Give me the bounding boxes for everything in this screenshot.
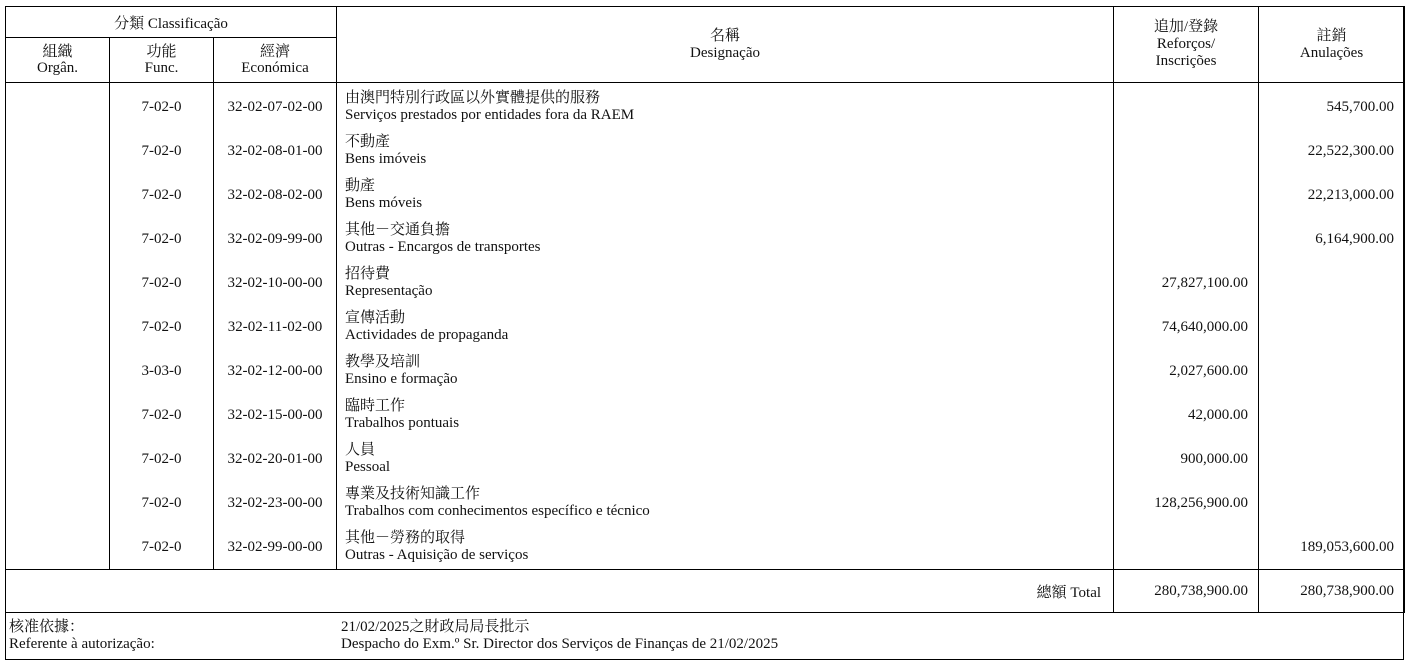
table-body bbox=[6, 83, 1405, 570]
total-row bbox=[6, 570, 1405, 613]
organ-cell bbox=[6, 525, 110, 570]
organ-cell bbox=[6, 83, 110, 130]
total-reforcos: 280,738,900.00 bbox=[1114, 570, 1259, 613]
designation-header-zh: 名稱 bbox=[710, 27, 741, 44]
reforcos-cell bbox=[1114, 83, 1259, 130]
designation-cell bbox=[337, 525, 1114, 570]
organ-cell bbox=[6, 261, 110, 305]
total-label: 總額 Total bbox=[6, 570, 1114, 613]
reforcos-cell bbox=[1114, 525, 1259, 570]
organ-cell bbox=[6, 349, 110, 393]
designation-cell bbox=[337, 173, 1114, 217]
func-cell: 7-02-0 bbox=[110, 393, 214, 437]
reforcos-cell: 42,000.00 bbox=[1114, 393, 1259, 437]
anulacoes-cell: 6,164,900.00 bbox=[1259, 217, 1405, 261]
reforcos-header bbox=[1114, 7, 1259, 83]
econ-cell: 32-02-23-00-00 bbox=[214, 481, 337, 525]
designation-cell bbox=[337, 217, 1114, 261]
table-row bbox=[6, 525, 1405, 570]
func-cell: 7-02-0 bbox=[110, 525, 214, 570]
authorization-value bbox=[341, 619, 778, 653]
reforcos-cell bbox=[1114, 173, 1259, 217]
authorization-label-zh: 核准依據： bbox=[9, 619, 85, 635]
econ-cell: 32-02-07-02-00 bbox=[214, 83, 337, 130]
designation-zh: 其他－勞務的取得 bbox=[345, 530, 466, 546]
organ-cell bbox=[6, 129, 110, 173]
designation-pt: Actividades de propaganda bbox=[345, 327, 509, 343]
designation-header bbox=[337, 7, 1114, 83]
classification-header: 分類 Classificação bbox=[6, 7, 337, 38]
func-cell: 7-02-0 bbox=[110, 481, 214, 525]
func-cell: 7-02-0 bbox=[110, 83, 214, 130]
designation-pt: Bens móveis bbox=[345, 195, 423, 211]
designation-pt: Outras - Encargos de transportes bbox=[345, 239, 541, 255]
table-row bbox=[6, 393, 1405, 437]
econ-cell: 32-02-11-02-00 bbox=[214, 305, 337, 349]
designation-cell bbox=[337, 83, 1114, 130]
designation-zh: 宣傳活動 bbox=[345, 310, 406, 326]
econ-cell: 32-02-20-01-00 bbox=[214, 437, 337, 481]
table-row bbox=[6, 173, 1405, 217]
designation-zh: 不動產 bbox=[345, 134, 391, 150]
reforcos-cell: 900,000.00 bbox=[1114, 437, 1259, 481]
reforcos-cell: 74,640,000.00 bbox=[1114, 305, 1259, 349]
reforcos-cell: 27,827,100.00 bbox=[1114, 261, 1259, 305]
anulacoes-cell bbox=[1259, 393, 1405, 437]
econ-cell: 32-02-08-01-00 bbox=[214, 129, 337, 173]
organ-header-pt: Orgân. bbox=[37, 60, 78, 76]
table-row bbox=[6, 349, 1405, 393]
anulacoes-cell bbox=[1259, 349, 1405, 393]
budget-sheet bbox=[5, 6, 1404, 660]
table-header bbox=[6, 7, 1405, 83]
anulacoes-cell: 545,700.00 bbox=[1259, 83, 1405, 130]
func-cell: 7-02-0 bbox=[110, 437, 214, 481]
anulacoes-cell bbox=[1259, 305, 1405, 349]
designation-cell bbox=[337, 393, 1114, 437]
designation-cell bbox=[337, 129, 1114, 173]
designation-pt: Pessoal bbox=[345, 459, 391, 475]
func-header bbox=[110, 38, 214, 83]
econ-cell: 32-02-15-00-00 bbox=[214, 393, 337, 437]
func-header-pt: Func. bbox=[144, 60, 179, 76]
organ-header bbox=[6, 38, 110, 83]
anulacoes-header-zh: 註銷 bbox=[1316, 27, 1347, 44]
designation-zh: 招待費 bbox=[345, 266, 391, 282]
designation-zh: 臨時工作 bbox=[345, 398, 406, 414]
organ-cell bbox=[6, 173, 110, 217]
designation-cell bbox=[337, 305, 1114, 349]
organ-header-zh: 組織 bbox=[42, 44, 73, 60]
table-row bbox=[6, 261, 1405, 305]
designation-zh: 人員 bbox=[345, 442, 376, 458]
organ-cell bbox=[6, 305, 110, 349]
func-cell: 7-02-0 bbox=[110, 217, 214, 261]
table-row bbox=[6, 129, 1405, 173]
econ-header-pt: Económica bbox=[241, 60, 309, 76]
designation-pt: Outras - Aquisição de serviços bbox=[345, 547, 529, 563]
organ-cell bbox=[6, 393, 110, 437]
authorization-value-zh: 21/02/2025之財政局局長批示 bbox=[341, 619, 530, 635]
econ-cell: 32-02-12-00-00 bbox=[214, 349, 337, 393]
reforcos-cell: 2,027,600.00 bbox=[1114, 349, 1259, 393]
authorization-label-pt: Referente à autorização: bbox=[9, 636, 155, 652]
designation-zh: 動產 bbox=[345, 178, 376, 194]
designation-pt: Ensino e formação bbox=[345, 371, 458, 387]
func-header-zh: 功能 bbox=[146, 44, 177, 60]
econ-cell: 32-02-08-02-00 bbox=[214, 173, 337, 217]
anulacoes-cell bbox=[1259, 437, 1405, 481]
table-row bbox=[6, 83, 1405, 130]
func-cell: 7-02-0 bbox=[110, 173, 214, 217]
func-cell: 3-03-0 bbox=[110, 349, 214, 393]
organ-cell bbox=[6, 217, 110, 261]
anulacoes-header bbox=[1259, 7, 1405, 83]
designation-zh: 其他－交通負擔 bbox=[345, 222, 451, 238]
anulacoes-cell bbox=[1259, 481, 1405, 525]
reforcos-header-zh: 追加/登錄 bbox=[1153, 19, 1219, 35]
designation-header-pt: Designação bbox=[690, 44, 760, 61]
func-cell: 7-02-0 bbox=[110, 129, 214, 173]
econ-header-zh: 經濟 bbox=[260, 44, 291, 60]
reforcos-cell bbox=[1114, 217, 1259, 261]
designation-pt: Trabalhos com conhecimentos específico e técnico bbox=[345, 503, 650, 519]
designation-zh: 教學及培訓 bbox=[345, 354, 421, 370]
reforcos-cell: 128,256,900.00 bbox=[1114, 481, 1259, 525]
econ-cell: 32-02-09-99-00 bbox=[214, 217, 337, 261]
total-anulacoes: 280,738,900.00 bbox=[1259, 570, 1405, 613]
designation-zh: 由澳門特別行政區以外實體提供的服務 bbox=[345, 90, 601, 106]
designation-pt: Bens imóveis bbox=[345, 151, 427, 167]
organ-cell bbox=[6, 437, 110, 481]
econ-cell: 32-02-10-00-00 bbox=[214, 261, 337, 305]
designation-pt: Serviços prestados por entidades fora da RAEM bbox=[345, 107, 635, 123]
table-row bbox=[6, 217, 1405, 261]
designation-cell bbox=[337, 349, 1114, 393]
reforcos-cell bbox=[1114, 129, 1259, 173]
econ-cell: 32-02-99-00-00 bbox=[214, 525, 337, 570]
anulacoes-cell: 22,213,000.00 bbox=[1259, 173, 1405, 217]
table-row bbox=[6, 437, 1405, 481]
authorization-value-pt: Despacho do Exm.º Sr. Director dos Serviços de Finanças de 21/02/2025 bbox=[341, 636, 779, 652]
designation-cell bbox=[337, 437, 1114, 481]
designation-pt: Trabalhos pontuais bbox=[345, 415, 460, 431]
budget-table bbox=[5, 6, 1405, 613]
table-row bbox=[6, 305, 1405, 349]
func-cell: 7-02-0 bbox=[110, 261, 214, 305]
reforcos-header-pt1: Reforços/ bbox=[1156, 36, 1216, 52]
anulacoes-cell: 189,053,600.00 bbox=[1259, 525, 1405, 570]
table-row bbox=[6, 481, 1405, 525]
anulacoes-cell: 22,522,300.00 bbox=[1259, 129, 1405, 173]
func-cell: 7-02-0 bbox=[110, 305, 214, 349]
designation-cell bbox=[337, 261, 1114, 305]
organ-cell bbox=[6, 481, 110, 525]
reforcos-header-pt2: Inscrições bbox=[1155, 53, 1217, 69]
designation-pt: Representação bbox=[345, 283, 433, 299]
econ-header bbox=[214, 38, 337, 83]
designation-cell bbox=[337, 481, 1114, 525]
anulacoes-header-pt: Anulações bbox=[1299, 44, 1364, 61]
designation-zh: 專業及技術知識工作 bbox=[345, 486, 481, 502]
authorization-label bbox=[9, 619, 155, 653]
anulacoes-cell bbox=[1259, 261, 1405, 305]
